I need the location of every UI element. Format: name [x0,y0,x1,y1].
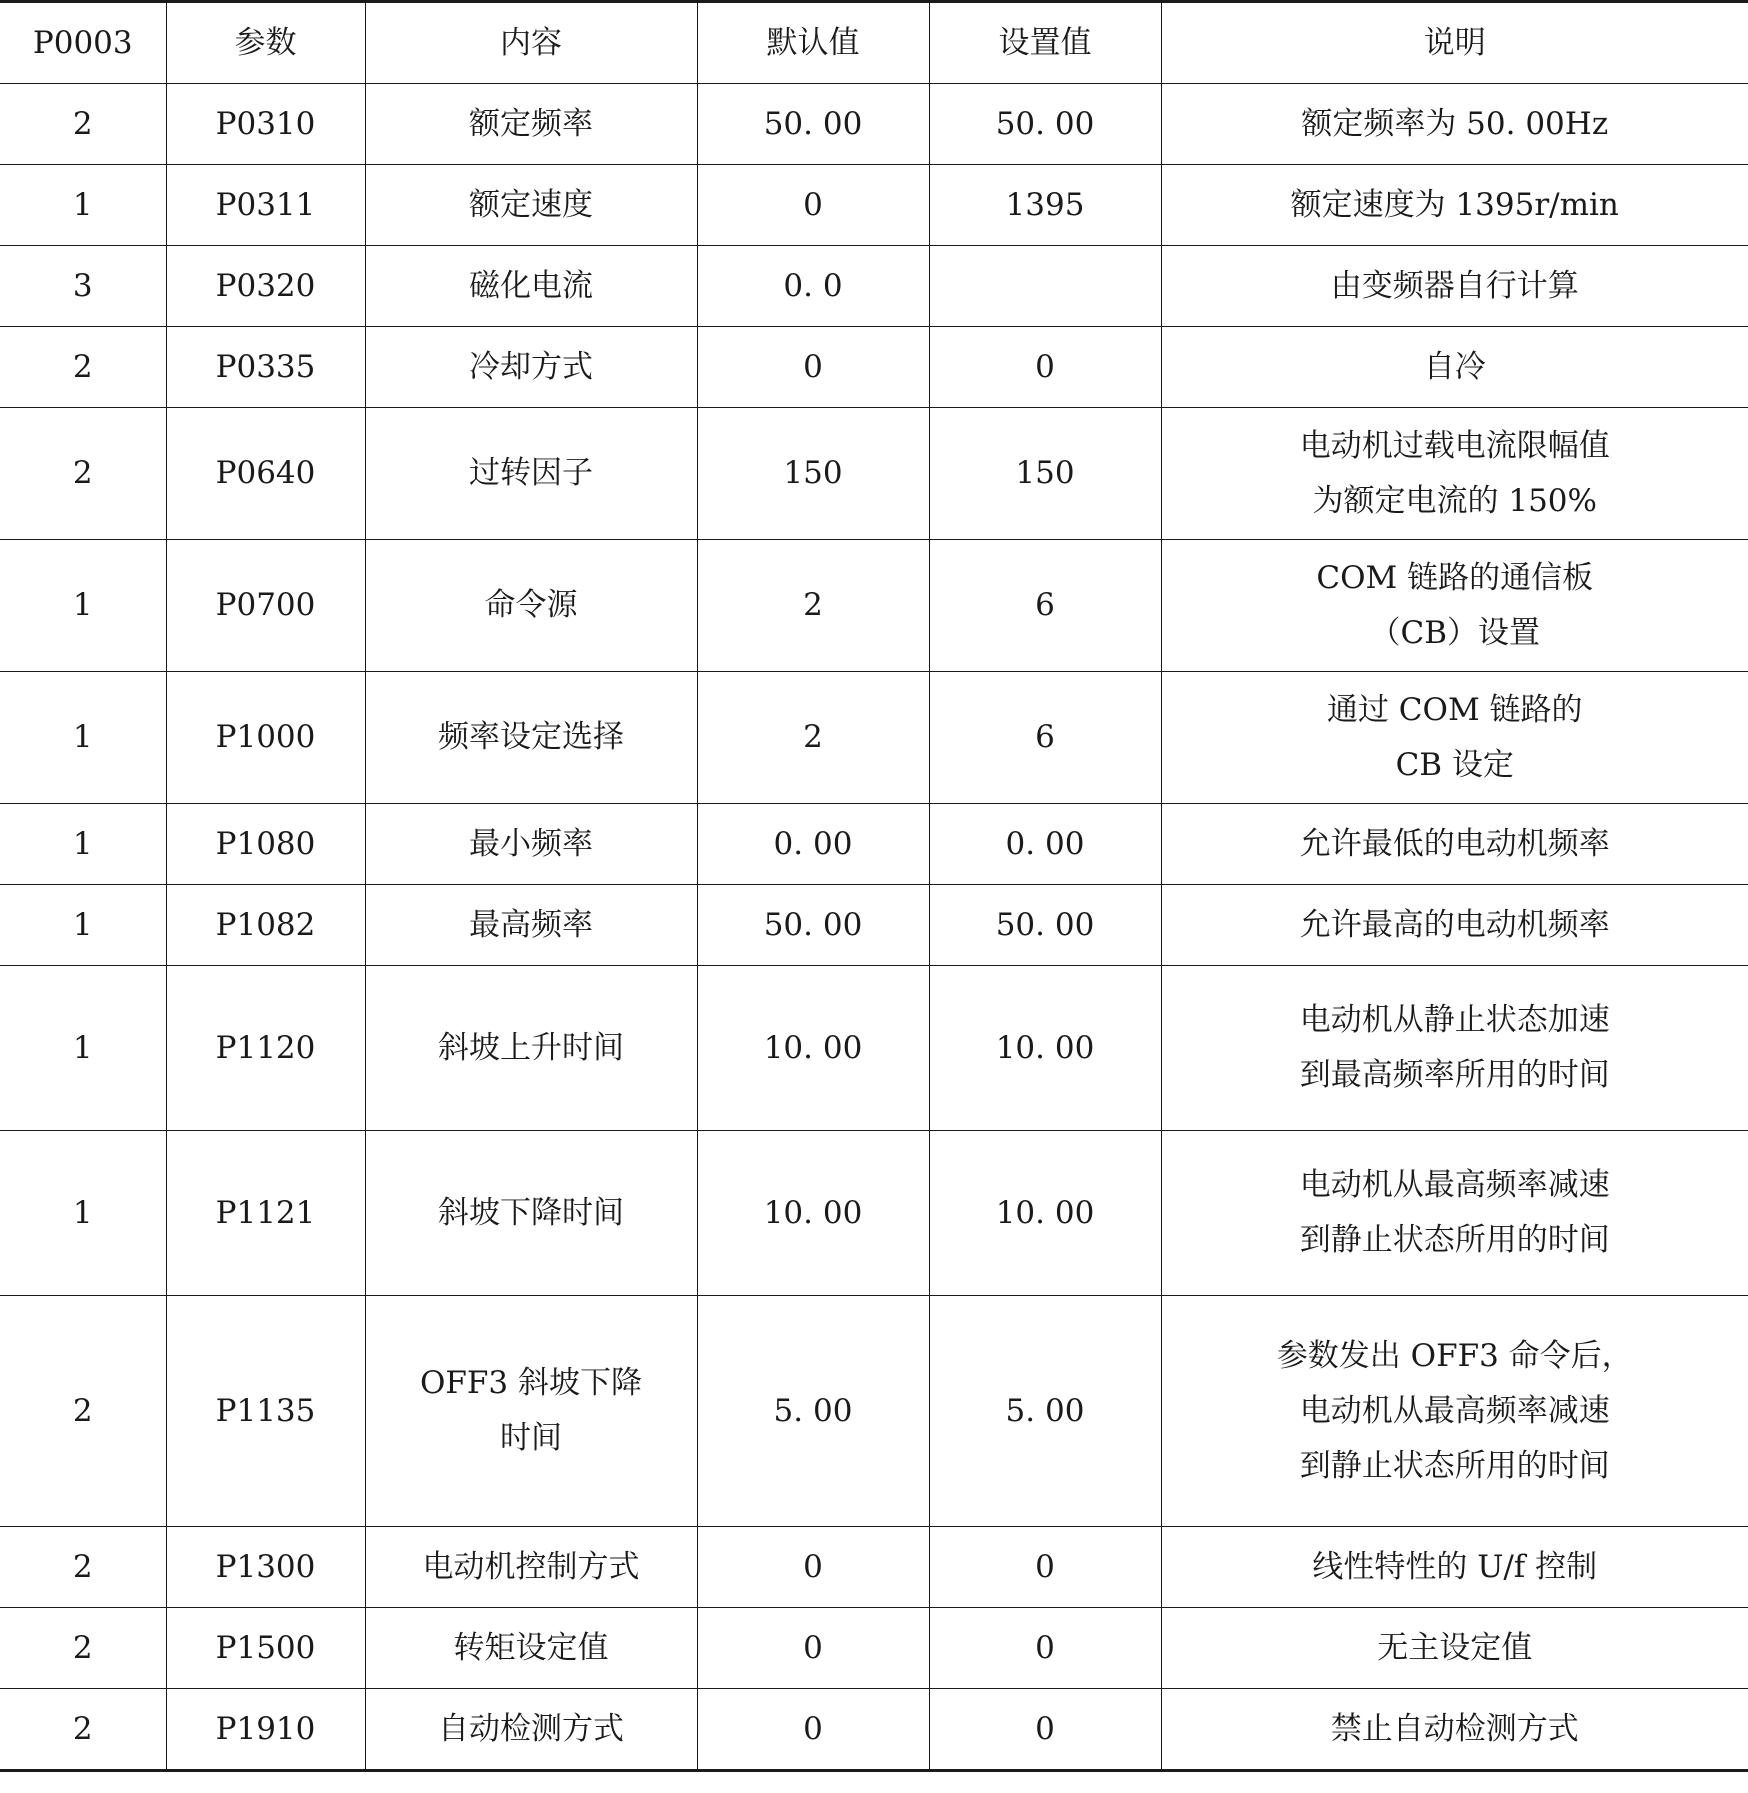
cell-content: 转矩设定值 [365,1608,697,1689]
table-row [0,1527,1748,1608]
cell-setting: 6 [929,672,1161,804]
cell-parameter: P0311 [166,165,365,246]
cell-level: 2 [0,84,166,165]
cell-parameter: P1121 [166,1131,365,1296]
cell-description: 额定频率为 50. 00Hz [1161,84,1748,165]
cell-setting: 0. 00 [929,804,1161,885]
cell-description: 额定速度为 1395r/min [1161,165,1748,246]
cell-description: 自冷 [1161,327,1748,408]
cell-content: 斜坡上升时间 [365,966,697,1131]
cell-default: 2 [697,540,929,672]
cell-description: 由变频器自行计算 [1161,246,1748,327]
table-row [0,84,1748,165]
header-content: 内容 [365,2,697,84]
table-header-row [0,2,1748,84]
cell-parameter: P0640 [166,408,365,540]
cell-setting: 0 [929,327,1161,408]
cell-content: 最小频率 [365,804,697,885]
table-row [0,1608,1748,1689]
cell-level: 2 [0,1608,166,1689]
header-p0003: P0003 [0,2,166,84]
table-row [0,885,1748,966]
cell-content: 磁化电流 [365,246,697,327]
cell-description: 电动机从静止状态加速 到最高频率所用的时间 [1161,966,1748,1131]
header-set-value: 设置值 [929,2,1161,84]
cell-level: 2 [0,1296,166,1527]
cell-setting: 50. 00 [929,84,1161,165]
cell-setting: 6 [929,540,1161,672]
cell-content: 电动机控制方式 [365,1527,697,1608]
cell-level: 1 [0,885,166,966]
header-default-value: 默认值 [697,2,929,84]
cell-level: 1 [0,966,166,1131]
cell-default: 50. 00 [697,84,929,165]
cell-level: 2 [0,1689,166,1771]
cell-parameter: P0700 [166,540,365,672]
table-row [0,672,1748,804]
table-row [0,1131,1748,1296]
cell-default: 0 [697,1689,929,1771]
cell-setting: 50. 00 [929,885,1161,966]
cell-setting: 0 [929,1608,1161,1689]
cell-default: 5. 00 [697,1296,929,1527]
cell-level: 1 [0,540,166,672]
cell-default: 0. 00 [697,804,929,885]
cell-default: 0 [697,1608,929,1689]
cell-default: 2 [697,672,929,804]
cell-content: 过转因子 [365,408,697,540]
cell-content: 斜坡下降时间 [365,1131,697,1296]
table-row [0,165,1748,246]
cell-setting: 150 [929,408,1161,540]
cell-parameter: P1082 [166,885,365,966]
cell-default: 0. 0 [697,246,929,327]
cell-level: 1 [0,165,166,246]
table-row [0,246,1748,327]
cell-parameter: P1080 [166,804,365,885]
cell-parameter: P1120 [166,966,365,1131]
table-row [0,1689,1748,1771]
table-row [0,804,1748,885]
cell-description: 通过 COM 链路的 CB 设定 [1161,672,1748,804]
cell-setting: 10. 00 [929,1131,1161,1296]
cell-default: 50. 00 [697,885,929,966]
cell-content: 频率设定选择 [365,672,697,804]
cell-content: 自动检测方式 [365,1689,697,1771]
cell-setting: 5. 00 [929,1296,1161,1527]
cell-level: 2 [0,408,166,540]
cell-description: 线性特性的 U/f 控制 [1161,1527,1748,1608]
cell-level: 1 [0,1131,166,1296]
cell-parameter: P1500 [166,1608,365,1689]
cell-description: 参数发出 OFF3 命令后， 电动机从最高频率减速 到静止状态所用的时间 [1161,1296,1748,1527]
cell-description: 无主设定值 [1161,1608,1748,1689]
cell-description: 电动机过载电流限幅值 为额定电流的 150% [1161,408,1748,540]
cell-content: 额定速度 [365,165,697,246]
cell-content: OFF3 斜坡下降 时间 [365,1296,697,1527]
cell-parameter: P0310 [166,84,365,165]
cell-description: COM 链路的通信板 （CB）设置 [1161,540,1748,672]
cell-level: 3 [0,246,166,327]
table-row [0,1296,1748,1527]
cell-description: 电动机从最高频率减速 到静止状态所用的时间 [1161,1131,1748,1296]
table-row [0,408,1748,540]
table-row [0,966,1748,1131]
cell-content: 命令源 [365,540,697,672]
cell-setting: 0 [929,1527,1161,1608]
cell-description: 禁止自动检测方式 [1161,1689,1748,1771]
cell-description: 允许最高的电动机频率 [1161,885,1748,966]
cell-content: 冷却方式 [365,327,697,408]
cell-level: 1 [0,672,166,804]
cell-content: 最高频率 [365,885,697,966]
table-row [0,327,1748,408]
cell-setting [929,246,1161,327]
cell-content: 额定频率 [365,84,697,165]
cell-level: 1 [0,804,166,885]
cell-level: 2 [0,327,166,408]
cell-setting: 0 [929,1689,1161,1771]
cell-parameter: P1300 [166,1527,365,1608]
table-row [0,540,1748,672]
header-description: 说明 [1161,2,1748,84]
cell-default: 150 [697,408,929,540]
cell-parameter: P0335 [166,327,365,408]
cell-setting: 10. 00 [929,966,1161,1131]
cell-parameter: P1135 [166,1296,365,1527]
cell-level: 2 [0,1527,166,1608]
header-parameter: 参数 [166,2,365,84]
cell-default: 10. 00 [697,966,929,1131]
cell-default: 10. 00 [697,1131,929,1296]
cell-parameter: P0320 [166,246,365,327]
cell-description: 允许最低的电动机频率 [1161,804,1748,885]
cell-default: 0 [697,327,929,408]
cell-parameter: P1000 [166,672,365,804]
cell-default: 0 [697,1527,929,1608]
cell-parameter: P1910 [166,1689,365,1771]
cell-default: 0 [697,165,929,246]
cell-setting: 1395 [929,165,1161,246]
